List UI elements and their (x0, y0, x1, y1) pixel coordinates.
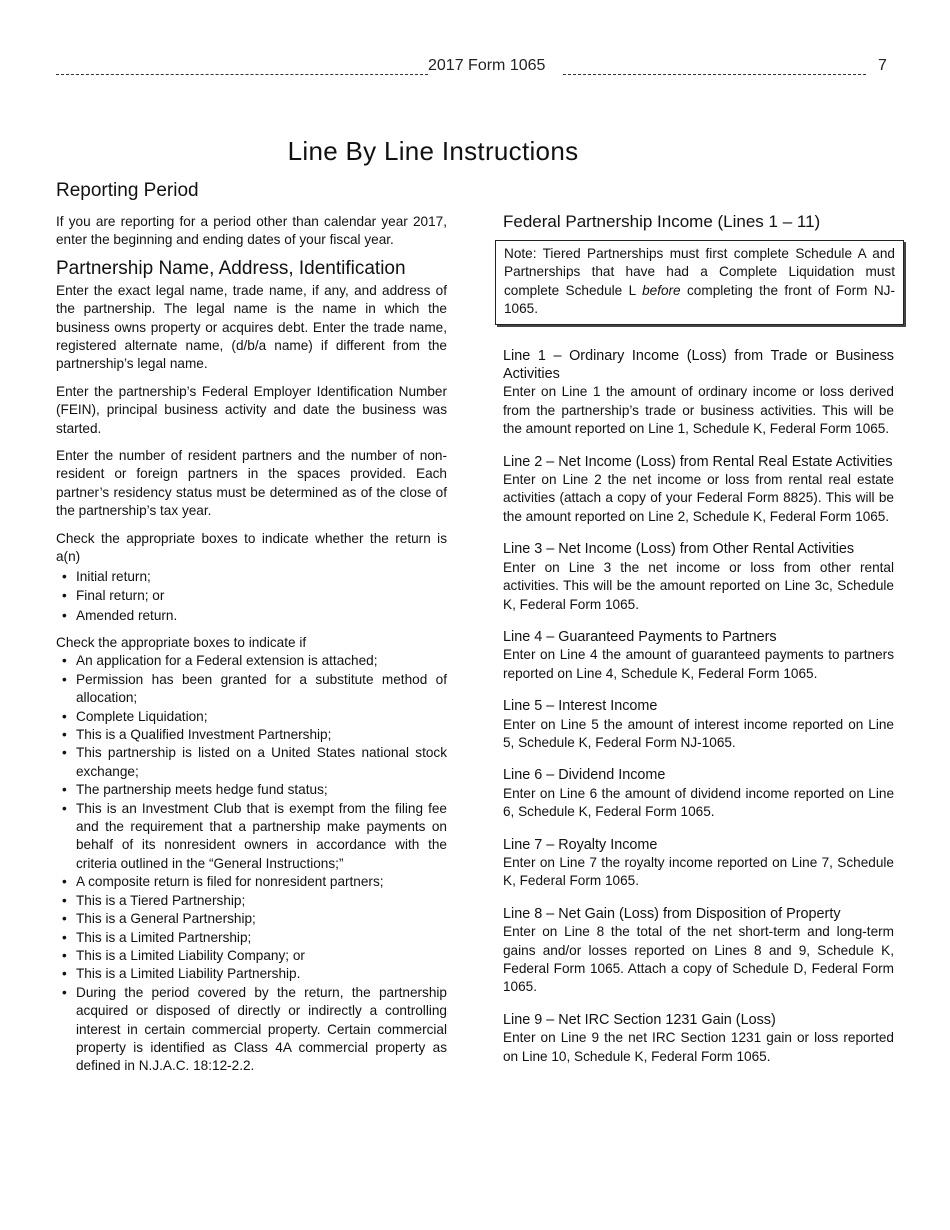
line-title: Line 8 – Net Gain (Loss) from Disposition of Property (503, 905, 841, 922)
list-item: • Final return; or (56, 586, 447, 606)
line-5-block (503, 697, 894, 752)
line-text: Enter on Line 5 the amount of interest income reported on Line 5, Schedule K, Federal Form NJ-1065. (503, 716, 894, 750)
line-title: Line 5 – Interest Income (503, 698, 658, 715)
return-type-list (56, 567, 447, 626)
partnership-heading: Partnership Name, Address, Identification (56, 257, 406, 279)
list-item: • This is a Limited Partnership; (56, 929, 447, 947)
return-type-intro: Check the appropriate boxes to indicate whether the return is a(n) (56, 530, 447, 565)
line-title: Line 9 – Net IRC Section 1231 Gain (Loss) (503, 1011, 776, 1028)
list-item: • An application for a Federal extension is attached; (56, 652, 447, 670)
reporting-period-heading: Reporting Period (56, 180, 199, 201)
list-item: • The partnership meets hedge fund status; (56, 781, 447, 799)
federal-income-heading: Federal Partnership Income (Lines 1 – 11) (503, 212, 821, 231)
partnership-paragraph-1: Enter the exact legal name, trade name, if any, and address of the partnership. The legal name is the name in which the business owns property or acquires debt. Enter the trade name, registered alternate name, (d/b/a name) if different from the partnership’s legal name. (56, 282, 447, 372)
list-item: • Amended return. (56, 606, 447, 626)
list-item: • This is an Investment Club that is exempt from the filing fee and the requirement that a partnership make payments on behalf of its nonresident owners in accordance with the criteria outlined in the “General Instructions;” (56, 800, 447, 874)
line-6-block (503, 766, 894, 821)
list-item: • A composite return is filed for nonresident partners; (56, 873, 447, 891)
line-9-block (503, 1011, 894, 1066)
reporting-period-text: If you are reporting for a period other than calendar year 2017, enter the beginning and ending dates of your fiscal year. (56, 214, 447, 248)
line-text: Enter on Line 1 the amount of ordinary income or loss derived from the partnership’s trade or business activities. This will be the amount reported on Line 1, Schedule K, Federal Form 1065. (503, 384, 894, 437)
line-title: Line 7 – Royalty Income (503, 836, 658, 853)
line-7-block (503, 836, 894, 891)
line-text: Enter on Line 2 the net income or loss from rental real estate activities (attach a copy of your Federal Form 8825). This will be the amount reported on Line 2, Schedule K, Federal Form 1065. (503, 472, 894, 524)
list-item: • This is a Tiered Partnership; (56, 892, 447, 910)
partnership-paragraph-2: Enter the partnership’s Federal Employer Identification Number (FEIN), principal business activity and date the business was started. (56, 383, 447, 436)
line-text: Enter on Line 7 the royalty income reported on Line 7, Schedule K, Federal Form 1065. (503, 854, 894, 889)
line-text: Enter on Line 6 the amount of dividend income reported on Line 6, Schedule K, Federal Form 1065. (503, 785, 894, 820)
line-2-block (503, 453, 894, 527)
form-title: 2017 Form 1065 (428, 57, 546, 74)
line-text: Enter on Line 4 the amount of guaranteed payments to partners reported on Line 4, Schedule K, Federal Form 1065. (503, 647, 894, 681)
line-title: Line 4 – Guaranteed Payments to Partners (503, 628, 777, 645)
indicate-intro: Check the appropriate boxes to indicate if (56, 635, 307, 650)
right-column (503, 210, 894, 1066)
line-text: Enter on Line 8 the total of the net short-term and long-term gains and/or losses reported on Lines 8 and 9, Schedule K, Federal Form 1065. Attach a copy of Schedule D, Federal Form 1065. (503, 924, 894, 995)
left-column (56, 178, 447, 1076)
page-number: 7 (878, 57, 887, 74)
line-instructions (503, 347, 894, 1066)
list-item: • This is a Limited Liability Partnership. (56, 965, 447, 983)
header-rule-left (56, 60, 428, 75)
note-box (495, 240, 904, 325)
line-text: Enter on Line 9 the net IRC Section 1231 gain or loss reported on Line 10, Schedule K, Federal Form 1065. (503, 1030, 894, 1064)
list-item: • This is a Qualified Investment Partnership; (56, 726, 447, 744)
note-emphasis: before (642, 282, 681, 298)
line-title: Line 6 – Dividend Income (503, 767, 666, 784)
line-title: Line 1 – Ordinary Income (Loss) from Trade or Business Activities (503, 347, 894, 383)
page-title: Line By Line Instructions (287, 136, 579, 166)
line-text: Enter on Line 3 the net income or loss from other rental activities. This will be the amount reported on Line 3c, Schedule K, Federal Form 1065. (503, 559, 894, 612)
list-item: • Complete Liquidation; (56, 708, 447, 726)
list-item: • Permission has been granted for a substitute method of allocation; (56, 671, 447, 708)
indicate-list (56, 652, 447, 1075)
line-8-block (503, 905, 894, 997)
partnership-paragraph-3: Enter the number of resident partners and the number of non-resident or foreign partners in the spaces provided. Each partner’s residency status must be determined as of the close of the partnership’s tax year. (56, 448, 447, 519)
header-rule-right (563, 60, 866, 75)
list-item: • This is a Limited Liability Company; or (56, 947, 447, 965)
line-1-block (503, 347, 894, 439)
list-item: • This partnership is listed on a United States national stock exchange; (56, 744, 447, 781)
line-3-block (503, 540, 894, 614)
list-item: • During the period covered by the return, the partnership acquired or disposed of directly or indirectly a controlling interest in certain commercial property. Certain commercial property is identified as Class 4A commercial property as defined in N.J.A.C. 18:12-2.2. (56, 984, 447, 1076)
line-4-block (503, 628, 894, 683)
line-title: Line 2 – Net Income (Loss) from Rental Real Estate Activities (503, 453, 893, 470)
list-item: • This is a General Partnership; (56, 910, 447, 928)
note-text: Note: Tiered Partnerships must first complete Schedule A and Partnerships that have had a Complete Liquidation must complete Schedule L before completing the front of Form NJ-1065. (504, 246, 895, 317)
list-item: • Initial return; (56, 567, 447, 587)
line-title: Line 3 – Net Income (Loss) from Other Rental Activities (503, 541, 855, 558)
